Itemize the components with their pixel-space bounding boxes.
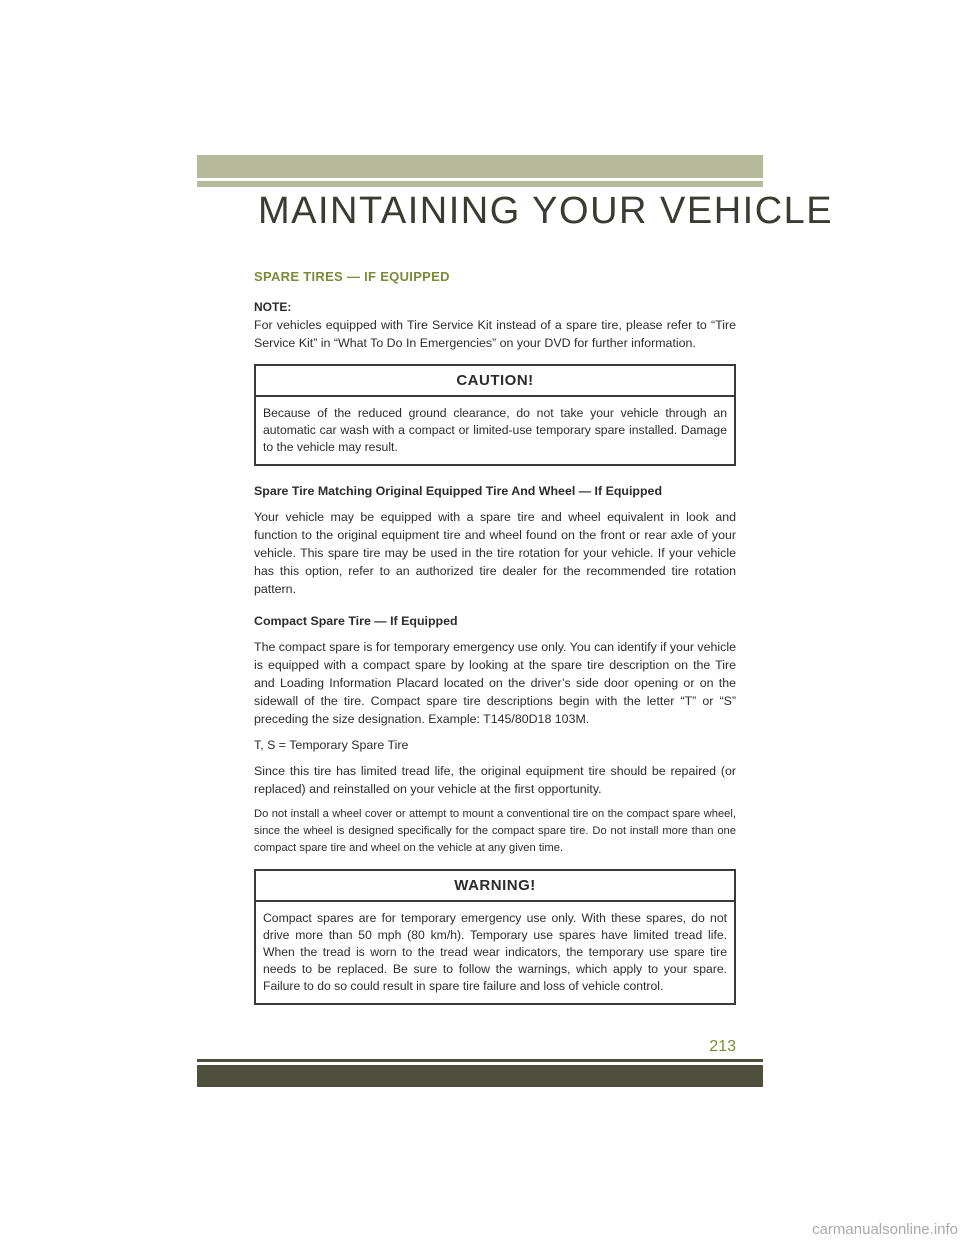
spare-tires-heading: SPARE TIRES — IF EQUIPPED bbox=[254, 269, 450, 284]
note-label: NOTE: bbox=[254, 300, 292, 314]
tread-life-text: Since this tire has limited tread life, the original equipment tire should be repaired (or replaced) and reinstalled on your vehicle at the first opportunity. bbox=[254, 764, 736, 796]
matching-spare-heading: Spare Tire Matching Original Equipped Tire And Wheel — If Equipped bbox=[254, 484, 663, 498]
matching-spare-text: Your vehicle may be equipped with a spare tire and wheel equivalent in look and function to the original equipment tire and wheel found on the front or rear axle of your vehicle. This spare tire may be used in the tire rotation for your vehicle. If your vehicle has this option, refer to an authorized tire dealer for the recommended tire rotation pattern. bbox=[254, 510, 736, 596]
warning-text: Compact spares are for temporary emergency use only. With these spares, do not drive more than 50 mph (80 km/h). Temporary use spares have limited tread life. When the tread is worn to the tread wear indicators, the temporary use spare tire needs to be replaced. Be sure to follow the warnings, which apply to your spare. Failure to do so could result in spare tire failure and loss of vehicle control. bbox=[263, 911, 727, 993]
page-content bbox=[254, 268, 736, 1021]
warning-title: WARNING! bbox=[256, 871, 734, 902]
ts-definition: T, S = Temporary Spare Tire bbox=[254, 738, 409, 752]
compact-spare-text: The compact spare is for temporary emergency use only. You can identify if your vehicle is equipped with a compact spare by looking at the spare tire description on the Tire and Loading Information Placard located on the driver’s side door opening or on the sidewall of the tire. Compact spare tire descriptions begin with the letter “T” or “S” preceding the size designation. Example: T145/80D18 103M. bbox=[254, 640, 736, 726]
note-text: For vehicles equipped with Tire Service Kit instead of a spare tire, please refer to “Tire Service Kit” in “What To Do In Emergencies” on your DVD for further information. bbox=[254, 318, 736, 350]
compact-spare-heading: Compact Spare Tire — If Equipped bbox=[254, 614, 458, 628]
caution-title: CAUTION! bbox=[256, 366, 734, 397]
header-band-thin bbox=[197, 181, 763, 187]
header-band bbox=[197, 155, 763, 178]
footer-band-thin bbox=[197, 1059, 763, 1062]
warning-box bbox=[254, 869, 736, 1005]
caution-text: Because of the reduced ground clearance, do not take your vehicle through an automatic car wash with a compact or limited-use temporary spare installed. Damage to the vehicle may result. bbox=[263, 406, 727, 454]
footer-band bbox=[197, 1065, 763, 1087]
watermark-link[interactable]: carmanualsonline.info bbox=[812, 1221, 958, 1238]
section-title: MAINTAINING YOUR VEHICLE bbox=[258, 190, 834, 232]
wheel-cover-text: Do not install a wheel cover or attempt to mount a conventional tire on the compact spare wheel, since the wheel is designed specifically for the compact spare tire. Do not install more than one compact spare tire and wheel on the vehicle at any given time. bbox=[254, 808, 736, 854]
page-number: 213 bbox=[709, 1038, 736, 1055]
caution-box bbox=[254, 364, 736, 466]
